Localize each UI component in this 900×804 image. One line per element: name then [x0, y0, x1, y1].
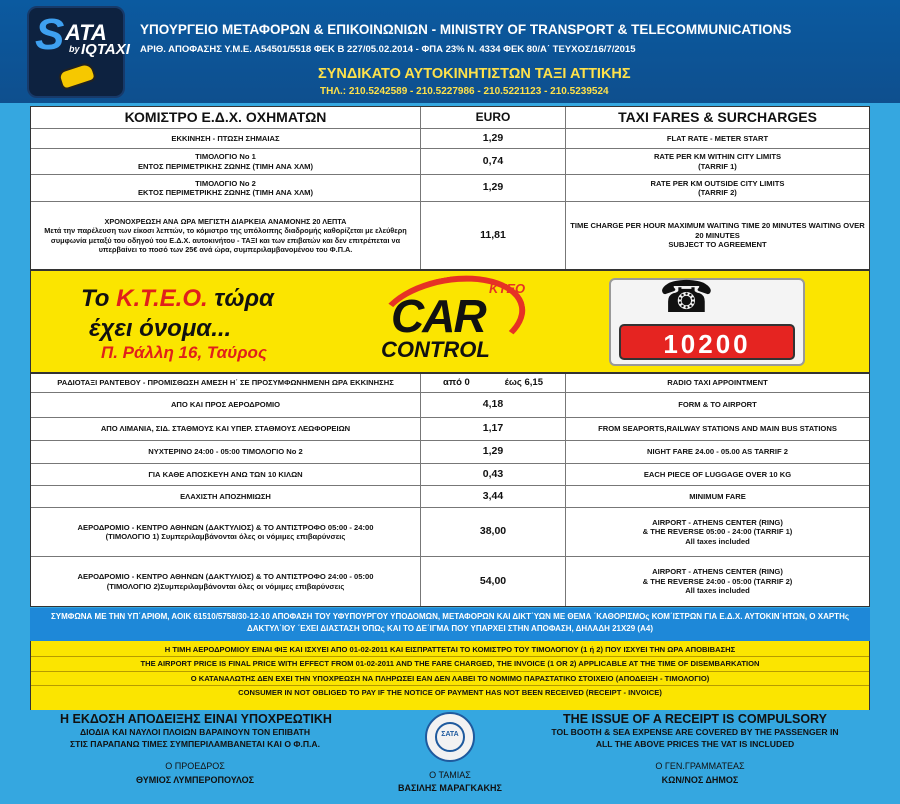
header-english: TAXI FARES & SURCHARGES — [618, 108, 817, 125]
price-from: από 0 — [443, 377, 470, 389]
row-price: 1,17 — [421, 418, 566, 440]
row-greek: ΡΑΔΙΟΤΑΞΙ ΡΑΝΤΕΒΟΥ - ΠΡΟΜΙΣΘΩΣΗ ΑΜΕΣΗ Η΄ ΣΕ ΠΡΟΣΥΜΦΩΝΗΜΕΝΗ ΩΡΑ ΕΚΚΙΝΗΣΗΣ — [31, 374, 421, 392]
secretary-role: Ο ΓΕΝ.ΓΡΑΜΜΑΤΕΑΣ — [655, 761, 745, 771]
advert-line-2: έχει όνομα... — [89, 315, 232, 342]
syndicate-title: ΣΥΝΔΙΚΑΤΟ ΑΥΤΟΚΙΝΗΤΙΣΤΩΝ ΤΑΞΙ ΑΤΤΙΚΗΣ — [318, 66, 631, 82]
header-bar — [0, 0, 900, 103]
car-control-control: CONTROL — [381, 337, 490, 362]
syndicate-phones: ΤΗΛ.: 210.5242589 - 210.5227986 - 210.5221123 - 210.5239524 — [320, 86, 609, 97]
table-row — [31, 175, 869, 202]
car-control-kteo: ΚΤΕΟ — [489, 281, 526, 296]
notice-line: CONSUMER IN NOT OBLIGED TO PAY IF THE NOTICE OF PAYMENT HAS NOT BEEN RECEIVED (RECEIPT - INVOICE) — [238, 687, 662, 697]
table-header-row — [31, 107, 869, 129]
treasurer-role: Ο ΤΑΜΙΑΣ — [429, 770, 471, 780]
row-price: 1,29 — [421, 441, 566, 463]
row-greek: ΕΛΑΧΙΣΤΗ ΑΠΟΖΗΜΙΩΣΗ — [31, 486, 421, 507]
row-price: 38,00 — [421, 508, 566, 556]
phone-icon: ☎ — [659, 272, 714, 323]
tolls-greek-line-1: ΔΙΟΔΙΑ ΚΑΙ ΝΑΥΛΟΙ ΠΛΟΙΩΝ ΒΑΡΑΙΝΟΥΝ ΤΟΝ ΕΠΙΒΑΤΗ — [79, 727, 311, 737]
row-english: AIRPORT - ATHENS CENTER (RING) & THE REVERSE 05:00 - 24:00 (TARRIF 1) All taxes included — [642, 517, 793, 546]
row-greek: ΧΡΟΝΟΧΡΕΩΣΗ ΑΝΑ ΩΡΑ ΜΕΓΙΣΤΗ ΔΙΑΡΚΕΙΑ ΑΝΑΜΟΝΗΣ 20 ΛΕΠΤΑ Μετά την παρέλευση των είκοσι λεπτών, το κόμιστρο της υπόλοιπης διαδρομής καθορίζεται με ελεύθερη συμφωνία μεταξύ του οδηγού του Ε.Δ.Χ. αυτοκινήτου - ΤΑΞΙ και των επιβατών και δεν επιτρέπεται να υπερβαίνει το ποσό των 25€ ανά ώρα, συμπεριλαμβανομένου του Φ.Π.Α. — [31, 202, 421, 269]
row-english: TIME CHARGE PER HOUR MAXIMUM WAITING TIME 20 MINUTES WAITING OVER 20 MINUTES SUBJECT TO AGREEMENT — [570, 221, 865, 250]
row-english: RATE PER KM OUTSIDE CITY LIMITS (TARRIF 2) — [650, 178, 785, 197]
table-row — [31, 508, 869, 557]
logo-brand: IQTAXI — [81, 41, 130, 58]
decision-line: ΑΡΙΘ. ΑΠΟΦΑΣΗΣ Υ.Μ.Ε. Α54501/5518 ΦΕΚ Β 227/05.02.2014 - ΦΠΑ 23% Ν. 4334 ΦΕΚ 80/Α΄ ΤΕΥΧΟΣ/16/7/2015 — [140, 44, 636, 55]
table-row — [31, 464, 869, 486]
row-price: 54,00 — [421, 557, 566, 606]
ministry-title: ΥΠΟΥΡΓΕΙΟ ΜΕΤΑΦΟΡΩΝ & ΕΠΙΚΟΙΝΩΝΙΩΝ - MINISTRY OF TRANSPORT & TELECOMMUNICATIONS — [140, 22, 792, 37]
logo-text: ATA — [65, 20, 107, 45]
row-price-range — [421, 374, 566, 392]
table-row — [31, 486, 869, 508]
row-price: 1,29 — [421, 129, 566, 148]
table-row — [31, 149, 869, 175]
row-price: 1,29 — [421, 175, 566, 201]
table-row — [31, 393, 869, 418]
row-greek: ΕΚΚΙΝΗΣΗ - ΠΤΩΣΗ ΣΗΜΑΙΑΣ — [31, 129, 421, 148]
sata-logo — [27, 6, 130, 98]
header-greek: ΚΟΜΙΣΤΡΟ Ε.Δ.Χ. ΟΧΗΜΑΤΩΝ — [31, 107, 421, 128]
row-english: FORM & TO AIRPORT — [678, 400, 757, 410]
row-greek: ΑΠΟ ΛΙΜΑΝΙΑ, ΣΙΔ. ΣΤΑΘΜΟΥΣ ΚΑΙ ΥΠΕΡ. ΣΤΑΘΜΟΥΣ ΛΕΩΦΟΡΕΙΩΝ — [31, 418, 421, 440]
tolls-notice-greek — [50, 727, 340, 750]
row-greek: ΑΕΡΟΔΡΟΜΙΟ - ΚΕΝΤΡΟ ΑΘΗΝΩΝ (ΔΑΚΤΥΛΙΟΣ) & ΤΟ ΑΝΤΙΣΤΡΟΦΟ 24:00 - 05:00 (ΤΙΜΟΛΟΓΙΟ 2)Συμπεριλαμβάνονται όλες οι νόμιμες επιβαρύνσεις — [31, 557, 421, 606]
tolls-english-line-2: ALL THE ABOVE PRICES THE VAT IS INCLUDED — [595, 738, 795, 749]
tolls-notice-english — [545, 727, 845, 750]
president-role: Ο ΠΡΟΕΔΡΟΣ — [165, 761, 225, 771]
seal-text: ΣΑΤΑ — [441, 731, 459, 738]
notice-line: Ο ΚΑΤΑΝΑΛΩΤΗΣ ΔΕΝ ΕΧΕΙ ΤΗΝ ΥΠΟΧΡΕΩΣΗ ΝΑ ΠΛΗΡΩΣΕΙ ΕΑΝ ΔΕΝ ΛΑΒΕΙ ΤΟ ΝΟΜΙΜΟ ΠΑΡΑΣΤΑΤΙΚΟ ΣΤΟΙΧΕΙΟ (ΑΠΟΔΕΙΞΗ - ΤΙΜΟΛΟΓΙΟ) — [31, 672, 869, 686]
receipt-notice-greek: Η ΕΚΔΟΣΗ ΑΠΟΔΕΙΞΗΣ ΕΙΝΑΙ ΥΠΟΧΡΕΩΤΙΚΗ — [60, 712, 332, 726]
row-english: NIGHT FARE 24.00 - 05.00 AS TARRIF 2 — [647, 447, 788, 457]
row-price: 11,81 — [421, 202, 566, 269]
price-to: έως 6,15 — [504, 377, 543, 389]
table-row — [31, 418, 869, 441]
row-english: AIRPORT - ATHENS CENTER (RING) & THE REVERSE 24:00 - 05:00 (TARRIF 2) All taxes included — [642, 567, 793, 596]
notice-line: THE AIRPORT PRICE IS FINAL PRICE WITH EFFECT FROM 01-02-2011 AND THE FARE CHARGED, THE INVOICE (1 OR 2) APPLICABLE AT THE TIME OF DISEMBARKATION — [31, 657, 869, 671]
row-greek: ΑΠΟ ΚΑΙ ΠΡΟΣ ΑΕΡΟΔΡΟΜΙΟ — [31, 393, 421, 417]
table-row — [31, 202, 869, 269]
secretary-name: ΚΩΝ/ΝΟΣ ΔΗΜΟΣ — [661, 775, 739, 785]
tolls-greek-line-2: ΣΤΙΣ ΠΑΡΑΠΑΝΩ ΤΙΜΕΣ ΣΥΜΠΕΡΙΛΑΜΒΑΝΕΤΑΙ ΚΑΙ Ο Φ.Π.Α. — [69, 738, 321, 749]
advert-line-1-pre: Το — [81, 285, 117, 312]
logo-by: by — [69, 44, 80, 54]
phone-box — [609, 272, 805, 366]
advert-line-1 — [81, 285, 274, 313]
row-english: FLAT RATE - METER START — [666, 133, 769, 143]
advert-line-1-post: τώρα — [207, 285, 274, 312]
table-row — [31, 129, 869, 149]
logo-letter: S — [35, 10, 65, 59]
receipt-notice-english: THE ISSUE OF A RECEIPT IS COMPULSORY — [563, 712, 827, 726]
taxi-car-icon — [57, 61, 97, 91]
advert-kteo-red: Κ.Τ.Ε.Ο. — [116, 285, 208, 312]
row-greek: ΑΕΡΟΔΡΟΜΙΟ - ΚΕΝΤΡΟ ΑΘΗΝΩΝ (ΔΑΚΤΥΛΙΟΣ) & ΤΟ ΑΝΤΙΣΤΡΟΦΟ 05:00 - 24:00 (ΤΙΜΟΛΟΓΙΟ 1) Συμπεριλαμβάνονται όλες οι νόμιμες επιβαρύνσεις — [31, 508, 421, 556]
table-row — [31, 374, 869, 393]
table-row — [31, 441, 869, 464]
row-price: 4,18 — [421, 393, 566, 417]
notice-blue: ΣΥΜΦΩΝΑ ΜΕ ΤΗΝ ΥΠ΄ΑΡΙΘΜ, ΑΟΙΚ 61510/5758/30-12-10 ΑΠΟΦΑΣΗ ΤΟΥ ΥΦΥΠΟΥΡΓΟΥ ΥΠΟΔΟΜΩΝ, ΜΕΤΑΦΟΡΩΝ ΚΑΙ ΔΙΚΤ΄ΥΩΝ ΜΕ ΘΕΜΑ ΄ΚΑΘΟΡΙΣΜΟς ΚΟΜ΄ΙΣΤΡΩΝ ΓΙΑ Ε.Δ.Χ. ΑΥΤΟΚΙΝ΄ΗΤΩΝ, Ο ΧΑΡΤΗς ΔΑΚΤΥΛ΄ΙΟΥ ΄ΕΧΕΙ ΔΙΑΣΤΑΣΗ ΌΠΩς ΚΑΙ ΤΟ ΔΕ΄ΙΓΜΑ ΠΟΥ ΥΠΑΡΧΕΙ ΣΤΗΝ ΑΠΟΦΑΣΗ, ΔΗΛΑΔΗ 21Χ29 (Α4) — [30, 608, 870, 641]
header-price: EURO — [421, 107, 566, 128]
row-price: 0,43 — [421, 464, 566, 485]
row-greek: ΝΥΧΤΕΡΙΝΟ 24:00 - 05:00 ΤΙΜΟΛΟΓΙΟ Νο 2 — [31, 441, 421, 463]
row-greek: ΤΙΜΟΛΟΓΙΟ Νο 1 ΕΝΤΟΣ ΠΕΡΙΜΕΤΡΙΚΗΣ ΖΩΝΗΣ (ΤΙΜΗ ΑΝΑ ΧΛΜ) — [31, 149, 421, 174]
president-name: ΘΥΜΙΟΣ ΛΥΜΠΕΡΟΠΟΥΛΟΣ — [135, 775, 255, 785]
row-english: RATE PER KM WITHIN CITY LIMITS (TARRIF 1) — [653, 152, 782, 171]
kteo-advert — [30, 270, 870, 373]
row-english: RADIO TAXI APPOINTMENT — [667, 378, 768, 388]
row-greek: ΓΙΑ ΚΑΘΕ ΑΠΟΣΚΕΥΗ ΑΝΩ ΤΩΝ 10 ΚΙΛΩΝ — [31, 464, 421, 485]
row-price: 3,44 — [421, 486, 566, 507]
row-greek: ΤΙΜΟΛΟΓΙΟ Νο 2 ΕΚΤΟΣ ΠΕΡΙΜΕΤΡΙΚΗΣ ΖΩΝΗΣ (ΤΙΜΗ ΑΝΑ ΧΛΜ) — [31, 175, 421, 201]
treasurer-name: ΒΑΣΙΛΗΣ ΜΑΡΑΓΚΑΚΗΣ — [398, 783, 502, 793]
notice-line: Η ΤΙΜΗ ΑΕΡΟΔΡΟΜΙΟΥ ΕΙΝΑΙ ΦΙΞ ΚΑΙ ΙΣΧΥΕΙ ΑΠΟ 01-02-2011 ΚΑΙ ΕΙΣΠΡΑΤΤΕΤΑΙ ΤΟ ΚΟΜΙΣΤΡΟ ΤΟΥ ΤΙΜΟΛΟΓΙΟΥ (1 ή 2) ΠΟΥ ΙΣΧΥΕΙ ΤΗΝ ΩΡΑ ΑΠΟΒΙΒΑΣΗΣ — [31, 643, 869, 657]
phone-number: 10200 — [619, 324, 795, 360]
row-english: FROM SEAPORTS,RAILWAY STATIONS AND MAIN BUS STATIONS — [598, 424, 837, 434]
tolls-english-line-1: TOL BOOTH & SEA EXPENSE ARE COVERED BY THE PASSENGER IN — [551, 727, 839, 737]
fares-table-bottom — [30, 373, 870, 607]
row-english: MINIMUM FARE — [689, 491, 746, 501]
row-english: EACH PIECE OF LUGGAGE OVER 10 KG — [643, 469, 792, 479]
fares-table-top — [30, 106, 870, 270]
table-row — [31, 557, 869, 606]
car-control-car: CAR — [391, 290, 485, 342]
syndicate-seal — [425, 712, 475, 762]
notice-yellow — [30, 641, 870, 710]
advert-address: Π. Ράλλη 16, Ταύρος — [101, 343, 267, 362]
row-price: 0,74 — [421, 149, 566, 174]
